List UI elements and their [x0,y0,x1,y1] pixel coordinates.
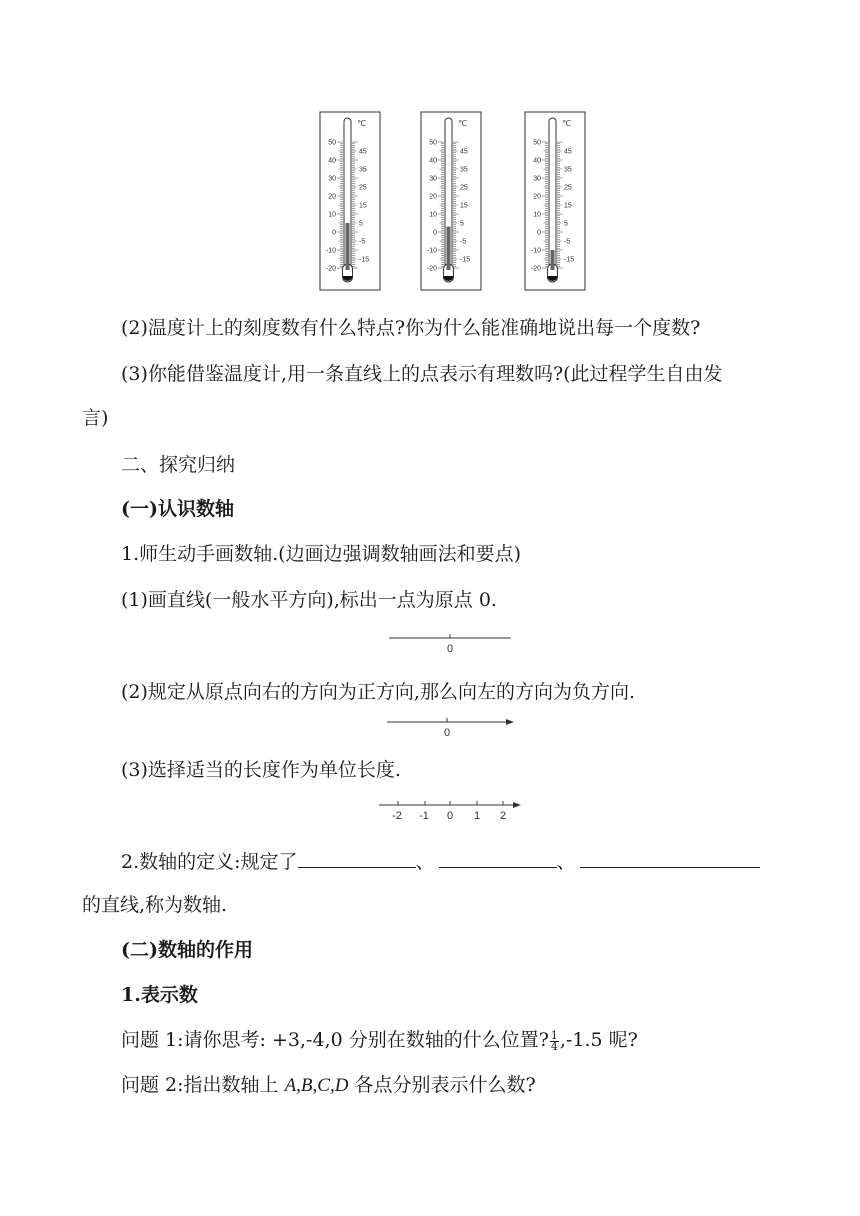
scale-label-right: -15 [359,256,370,264]
scale-label-left: 20 [429,193,437,201]
scale-label-left: 50 [328,139,336,147]
mercury-column [551,250,555,270]
unit-label: ℃ [562,119,571,128]
number-line-3 [375,797,525,823]
scale-label-right: 15 [460,202,468,210]
scale-label-right: 35 [460,166,468,174]
unit-label: ℃ [458,119,467,128]
step-2: (2)规定从原点向右的方向为正方向,那么向左的方向为负方向. [121,681,635,703]
problem-2-prefix: 问题 2:指出数轴上 [121,1074,285,1096]
problem-2 [121,1073,536,1098]
scale-label-left: 30 [533,175,541,183]
unit-label: ℃ [357,119,366,128]
scale-label-right: 15 [564,202,572,210]
scale-label-left: -10 [426,247,437,255]
problem-2-suffix: 各点分别表示什么数? [348,1074,536,1096]
scale-label-right: -15 [564,256,575,264]
scale-label-left: 20 [328,193,336,201]
scale-label-left: 30 [328,175,336,183]
scale-label-left: -20 [530,265,541,273]
problem-2-points: A,B,C,D [284,1075,349,1096]
thermometer-1 [320,112,380,290]
scale-label-left: 40 [533,157,541,165]
scale-label-right: 5 [564,220,568,228]
axis3-label-0: 0 [446,810,454,822]
axis3-label-1: 1 [473,810,481,822]
blank-3[interactable] [580,849,760,868]
scale-label-right: 35 [359,166,367,174]
item-represent-numbers: 1.表示数 [121,984,198,1006]
problem-1 [121,1028,638,1052]
scale-label-right: 25 [359,184,367,192]
scale-label-left: 30 [429,175,437,183]
fraction-one-quarter [550,1028,559,1053]
question-3-line2: 言) [82,407,109,429]
scale-label-right: 15 [359,202,367,210]
scale-label-left: 50 [429,139,437,147]
axis3-label-2: 2 [499,810,507,822]
number-line-1 [385,630,520,656]
scale-label-left: -20 [426,265,437,273]
scale-label-right: 5 [359,220,363,228]
mercury-column [447,227,451,270]
thermometer-tube [549,118,556,270]
blank-2[interactable] [439,849,557,868]
axis1-label-0: 0 [446,643,454,655]
fraction-denominator: 4 [550,1039,558,1053]
thermometer-2 [421,112,481,290]
axis3-label-m1: -1 [419,810,429,822]
scale-label-left: 10 [429,211,437,219]
definition-sep-2: 、 [556,851,576,873]
problem-1-suffix: ,-1.5 呢? [559,1029,638,1051]
definition-sep-1: 、 [415,851,435,873]
definition-line-1 [121,849,760,874]
scale-label-right: 25 [460,184,468,192]
fraction-numerator: 1 [550,1028,558,1042]
scale-label-left: 40 [429,157,437,165]
scale-label-right: -15 [460,256,471,264]
blank-1[interactable] [298,849,416,868]
thermometers-figure [300,100,600,300]
scale-label-right: 35 [564,166,572,174]
scale-label-right: 25 [564,184,572,192]
problem-1-prefix: 问题 1:请你思考: +3,-4,0 分别在数轴的什么位置? [121,1029,549,1051]
step-3: (3)选择适当的长度作为单位长度. [121,759,401,781]
mercury-column [346,223,350,270]
question-2: (2)温度计上的刻度数有什么特点?你为什么能准确地说出每一个度数? [121,317,701,339]
scale-label-left: 10 [533,211,541,219]
step-1: (1)画直线(一般水平方向),标出一点为原点 0. [121,589,497,611]
subsection-heading-2: (二)数轴的作用 [121,939,253,961]
scale-label-left: -10 [325,247,336,255]
scale-label-left: 0 [537,229,541,237]
scale-label-left: -20 [325,265,336,273]
section-heading: 二、探究归纳 [121,454,236,476]
definition-prefix: 2.数轴的定义:规定了 [121,851,298,873]
scale-label-right: -5 [359,238,366,246]
scale-label-left: 50 [533,139,541,147]
scale-label-right: 5 [460,220,464,228]
scale-label-right: 45 [460,148,468,156]
subsection-heading-1: (一)认识数轴 [121,498,234,520]
question-3-line1: (3)你能借鉴温度计,用一条直线上的点表示有理数吗?(此过程学生自由发 [121,363,723,385]
scale-label-left: 20 [533,193,541,201]
axis2-label-0: 0 [443,727,451,739]
number-line-2 [384,714,519,740]
item-1: 1.师生动手画数轴.(边画边强调数轴画法和要点) [121,543,521,565]
scale-label-left: 0 [433,229,437,237]
axis3-label-m2: -2 [392,810,402,822]
scale-label-left: 10 [328,211,336,219]
scale-label-right: 45 [564,148,572,156]
scale-label-left: 0 [332,229,336,237]
thermometer-3 [525,112,585,290]
scale-label-right: -5 [460,238,467,246]
scale-label-right: 45 [359,148,367,156]
scale-label-left: 40 [328,157,336,165]
scale-label-left: -10 [530,247,541,255]
definition-line-2: 的直线,称为数轴. [82,894,228,916]
scale-label-right: -5 [564,238,571,246]
